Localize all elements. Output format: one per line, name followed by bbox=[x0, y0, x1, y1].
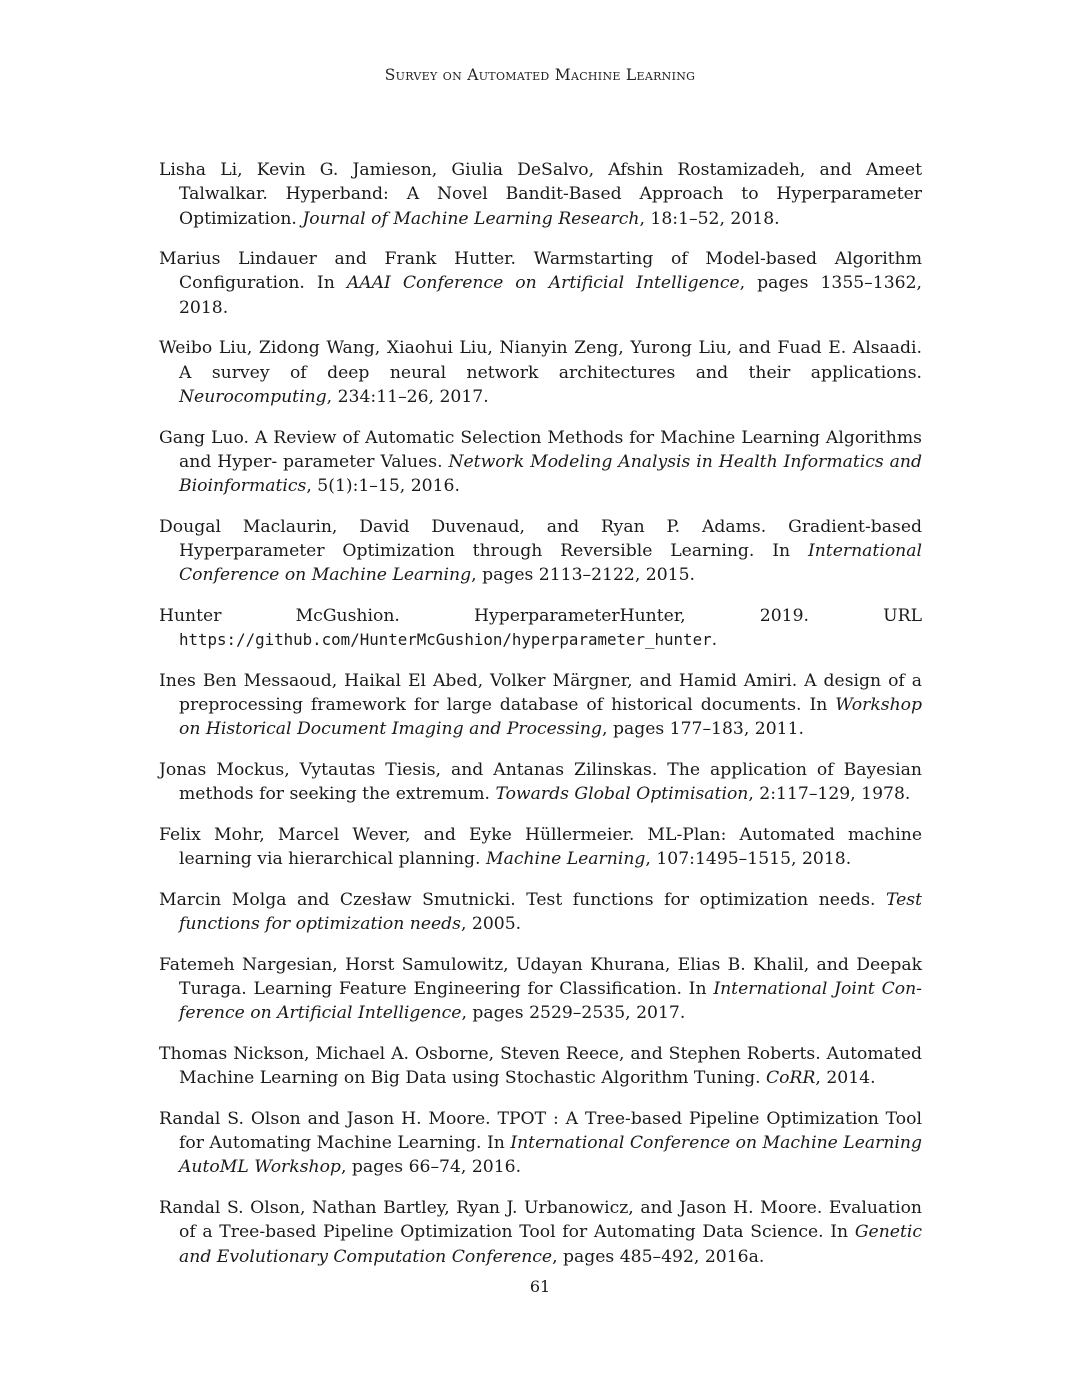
reference-text: Randal S. Olson, Nathan Bartley, Ryan J. Urbanowicz, and Jason H. Moore. Evaluation of a Tree-based Pipeline Optimization Tool for Automating Data Science. In bbox=[159, 1197, 922, 1243]
reference-text: Hunter McGushion. HyperparameterHunter, 2019. URL bbox=[159, 605, 922, 626]
reference-text: Felix Mohr, Marcel Wever, and Eyke Hüllermeier. ML-Plan: Automated machine learning via hierarchical planning. bbox=[159, 824, 922, 870]
reference-text: Dougal Maclaurin, David Duvenaud, and Ryan P. Adams. Gradient-based Hyperparameter Optimization through Reversible Learning. In bbox=[159, 516, 922, 562]
reference-entry bbox=[159, 247, 922, 320]
reference-text: , 2:117–129, 1978. bbox=[748, 784, 911, 805]
reference-text: , 2014. bbox=[815, 1068, 876, 1089]
reference-entry bbox=[159, 953, 922, 1026]
reference-entry bbox=[159, 604, 922, 653]
reference-venue: Genetic and Evolutionary Computation Conference bbox=[179, 1222, 922, 1267]
running-head: Survey on Automated Machine Learning bbox=[384, 66, 696, 84]
reference-entry bbox=[159, 823, 922, 872]
reference-venue: Test functions for optimization needs bbox=[179, 889, 922, 935]
reference-entry bbox=[159, 158, 922, 231]
reference-text: , pages 177–183, 2011. bbox=[602, 719, 804, 740]
reference-text: , 5(1):1–15, 2016. bbox=[306, 476, 460, 497]
reference-text: Ines Ben Messaoud, Haikal El Abed, Volker Märgner, and Hamid Amiri. A design of a preprocessing framework for large database of historical documents. In bbox=[159, 670, 922, 716]
reference-entry bbox=[159, 515, 922, 588]
reference-entry bbox=[159, 1107, 922, 1180]
reference-text: , 18:1–52, 2018. bbox=[639, 208, 780, 229]
reference-venue: International Conference on Machine Learning bbox=[179, 541, 922, 586]
reference-text: Fatemeh Nargesian, Horst Samulowitz, Udayan Khurana, Elias B. Khalil, and Deepak Turaga. Learning Feature Engineering for Classification. In bbox=[159, 954, 922, 999]
reference-text: , pages 1355–1362, 2018. bbox=[179, 273, 922, 318]
reference-url: https://github.com/HunterMcGushion/hyperparameter_hunter bbox=[179, 630, 712, 650]
reference-text: , 2005. bbox=[461, 914, 522, 935]
reference-text: Weibo Liu, Zidong Wang, Xiaohui Liu, Nianyin Zeng, Yurong Liu, and Fuad E. Alsaadi. A survey of deep neural network architectures and their applications. bbox=[159, 338, 922, 383]
reference-venue: Neurocomputing bbox=[179, 386, 327, 407]
reference-venue: International Conference on Machine Learning AutoML Workshop bbox=[179, 1133, 922, 1178]
reference-venue: CoRR bbox=[766, 1068, 816, 1089]
reference-text: Jonas Mockus, Vytautas Tiesis, and Antanas Zilinskas. The application of Bayesian methods for seeking the extremum. bbox=[159, 760, 922, 805]
reference-text: . bbox=[711, 630, 718, 651]
reference-venue: Network Modeling Analysis in Health Informatics and Bioinformatics bbox=[179, 451, 922, 497]
reference-venue: International Joint Conference on Artificial Intelligence bbox=[179, 978, 922, 1024]
reference-venue: Journal of Machine Learning Research bbox=[302, 208, 640, 229]
reference-entry bbox=[159, 426, 922, 499]
reference-entry bbox=[159, 758, 922, 807]
reference-text: Lisha Li, Kevin G. Jamieson, Giulia DeSalvo, Afshin Rostamizadeh, and Ameet Talwalkar. Hyperband: A Novel Bandit-Based Approach to Hyperparameter Optimization. bbox=[159, 160, 922, 229]
reference-entry bbox=[159, 888, 922, 937]
reference-venue: Workshop on Historical Document Imaging and Processing bbox=[179, 695, 922, 740]
page-number: 61 bbox=[529, 1277, 551, 1296]
reference-text: , 234:11–26, 2017. bbox=[326, 386, 489, 407]
reference-text: Randal S. Olson and Jason H. Moore. TPOT : A Tree-based Pipeline Optimization Tool for Automating Machine Learning. In bbox=[159, 1108, 922, 1154]
reference-venue: AAAI Conference on Artificial Intelligence bbox=[346, 273, 740, 294]
reference-text: , pages 485–492, 2016a. bbox=[552, 1246, 765, 1267]
reference-list bbox=[159, 158, 922, 1285]
reference-text: , 107:1495–1515, 2018. bbox=[645, 849, 852, 870]
reference-entry bbox=[159, 1042, 922, 1091]
reference-text: Thomas Nickson, Michael A. Osborne, Steven Reece, and Stephen Roberts. Automated Machine Learning on Big Data using Stochastic Algorithm Tuning. bbox=[159, 1043, 922, 1089]
reference-entry bbox=[159, 669, 922, 742]
reference-entry bbox=[159, 336, 922, 409]
reference-text: Marcin Molga and Czesław Smutnicki. Test functions for optimization needs. bbox=[159, 889, 886, 910]
reference-venue: Machine Learning bbox=[485, 849, 646, 870]
reference-text: , pages 66–74, 2016. bbox=[340, 1157, 522, 1178]
reference-text: Gang Luo. A Review of Automatic Selection Methods for Machine Learning Algorithms and Hyper- parameter Values. bbox=[159, 427, 922, 472]
reference-text: , pages 2529–2535, 2017. bbox=[461, 1003, 686, 1024]
reference-venue: Towards Global Optimisation bbox=[495, 784, 749, 805]
reference-entry bbox=[159, 1196, 922, 1269]
reference-text: , pages 2113–2122, 2015. bbox=[471, 565, 695, 586]
reference-text: Marius Lindauer and Frank Hutter. Warmstarting of Model-based Algorithm Configuration. In bbox=[159, 249, 922, 294]
